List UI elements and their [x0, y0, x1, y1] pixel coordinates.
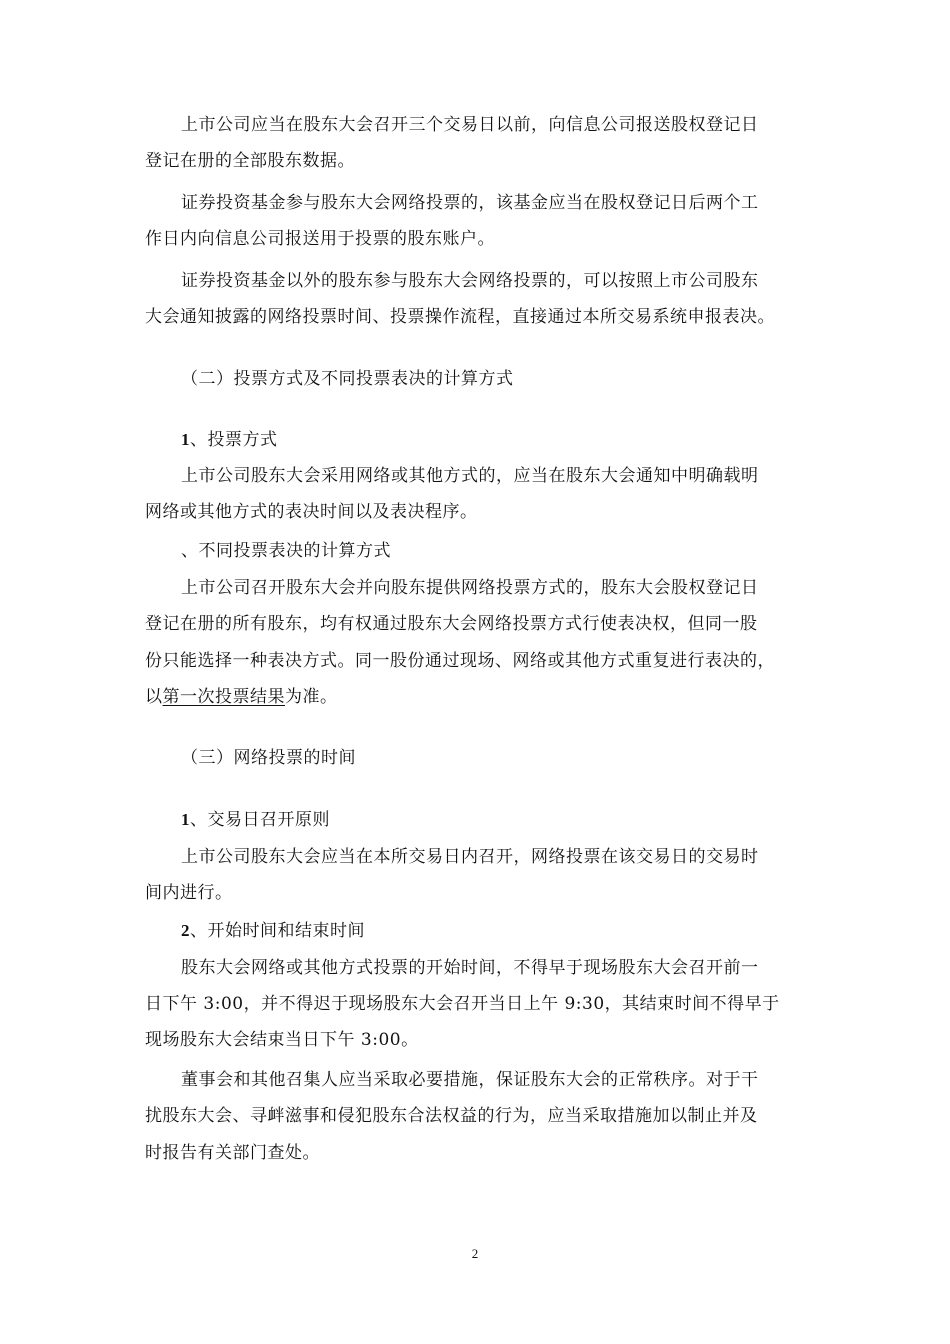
- paragraph-4-line-3: 时报告有关部门查处。: [145, 1143, 320, 1163]
- section-2-item-2-title: 、不同投票表决的计算方式: [181, 541, 391, 561]
- section-3-item-1-body-line-2: 间内进行。: [145, 883, 233, 903]
- paragraph-1-line-2: 登记在册的全部股东数据。: [145, 151, 355, 171]
- section-2-item-1-body-line-2: 网络或其他方式的表决时间以及表决程序。: [145, 502, 478, 522]
- section-2-item-2-body-line-1: 上市公司召开股东大会并向股东提供网络投票方式的，股东大会股权登记日: [181, 578, 759, 598]
- section-3-item-2-number: 2: [181, 921, 190, 940]
- section-2-item-2-body-line-3: 份只能选择一种表决方式。同一股份通过现场、网络或其他方式重复进行表决的，: [145, 651, 775, 671]
- line-4-suffix: 为准。: [285, 687, 338, 707]
- line-4-prefix: 以: [145, 687, 163, 707]
- section-3-item-2-title: 、开始时间和结束时间: [190, 921, 365, 941]
- section-3-item-1-title: 、交易日召开原则: [190, 810, 330, 830]
- section-3-item-1-number: 1: [181, 810, 190, 829]
- section-2-item-1-number: 1: [181, 430, 190, 449]
- section-3-item-2-body-line-1: 股东大会网络或其他方式投票的开始时间，不得早于现场股东大会召开前一: [181, 958, 759, 978]
- section-2-item-2-body-line-2: 登记在册的所有股东，均有权通过股东大会网络投票方式行使表决权，但同一股: [145, 614, 758, 634]
- section-3-item-1-body-line-1: 上市公司股东大会应当在本所交易日内召开，网络投票在该交易日的交易时: [181, 847, 759, 867]
- paragraph-3-line-2: 大会通知披露的网络投票时间、投票操作流程，直接通过本所交易系统申报表决。: [145, 307, 775, 327]
- underlined-first-vote-result: 第一次投票结果: [162, 687, 285, 707]
- section-2-item-1-title: 、投票方式: [190, 430, 278, 450]
- paragraph-4-line-2: 扰股东大会、寻衅滋事和侵犯股东合法权益的行为，应当采取措施加以制止并及: [145, 1106, 758, 1126]
- section-3-item-1-heading: [181, 805, 330, 835]
- page-number: 2: [471, 1246, 479, 1261]
- section-2-item-1-body-line-1: 上市公司股东大会采用网络或其他方式的，应当在股东大会通知中明确载明: [181, 466, 759, 486]
- paragraph-2-line-2: 作日内向信息公司报送用于投票的股东账户。: [145, 229, 495, 249]
- paragraph-2-line-1: 证券投资基金参与股东大会网络投票的，该基金应当在股权登记日后两个工: [181, 193, 759, 213]
- section-2-title: （二）投票方式及不同投票表决的计算方式: [181, 369, 514, 389]
- section-2-item-2-heading: [181, 536, 391, 566]
- section-2-item-1-heading: [181, 425, 278, 455]
- paragraph-4-line-1: 董事会和其他召集人应当采取必要措施，保证股东大会的正常秩序。对于干: [181, 1070, 759, 1090]
- section-3-item-2-heading: [181, 916, 365, 946]
- section-3-title: （三）网络投票的时间: [181, 748, 356, 768]
- section-2-item-2-body-line-4: [145, 682, 338, 712]
- section-3-item-2-body-line-2: 日下午 3:00，并不得迟于现场股东大会召开当日上午 9:30，其结束时间不得早于: [145, 994, 780, 1014]
- section-3-item-2-body-line-3: 现场股东大会结束当日下午 3:00。: [145, 1030, 419, 1050]
- paragraph-3-line-1: 证券投资基金以外的股东参与股东大会网络投票的，可以按照上市公司股东: [181, 271, 759, 291]
- paragraph-1-line-1: 上市公司应当在股东大会召开三个交易日以前，向信息公司报送股权登记日: [181, 115, 759, 135]
